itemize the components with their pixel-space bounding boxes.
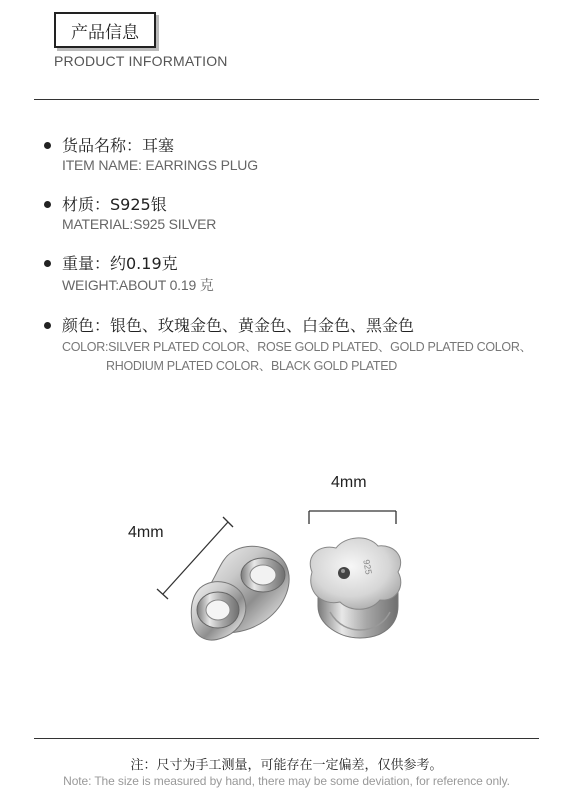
height-dimension-label: 4mm <box>128 524 164 541</box>
color-cn: 颜色：银色、玫瑰金色、黄金色、白金色、黑金色 <box>62 316 415 335</box>
width-dimension-line <box>309 511 396 524</box>
width-dimension-label: 4mm <box>331 474 367 491</box>
size-note-cn: 注：尺寸为手工测量，可能存在一定偏差，仅供参考。 <box>130 758 443 773</box>
size-note-en: Note: The size is measured by hand, there may be some deviation, for reference only. <box>63 774 510 788</box>
section-title: 产品信息 <box>71 22 139 43</box>
earring-plug-side-view <box>191 546 289 640</box>
material-en: MATERIAL:S925 SILVER <box>62 216 217 232</box>
color-en: COLOR:SILVER PLATED COLOR、ROSE GOLD PLATED、GOLD PLATED COLOR、 <box>62 340 532 354</box>
silver-stamp: 925 <box>361 558 374 576</box>
item-name-cn: 货品名称：耳塞 <box>62 136 175 155</box>
section-subtitle: PRODUCT INFORMATION <box>54 53 228 69</box>
earring-plug-front-view <box>310 538 401 638</box>
weight-cn: 重量：约0.19克 <box>62 254 178 273</box>
item-name-en: ITEM NAME: EARRINGS PLUG <box>62 157 258 173</box>
weight-en: WEIGHT:ABOUT 0.19 克 <box>62 277 214 293</box>
bottom-divider <box>34 738 539 739</box>
color-en-line2: RHODIUM PLATED COLOR、BLACK GOLD PLATED <box>106 359 397 373</box>
material-cn: 材质：S925银 <box>62 195 167 214</box>
